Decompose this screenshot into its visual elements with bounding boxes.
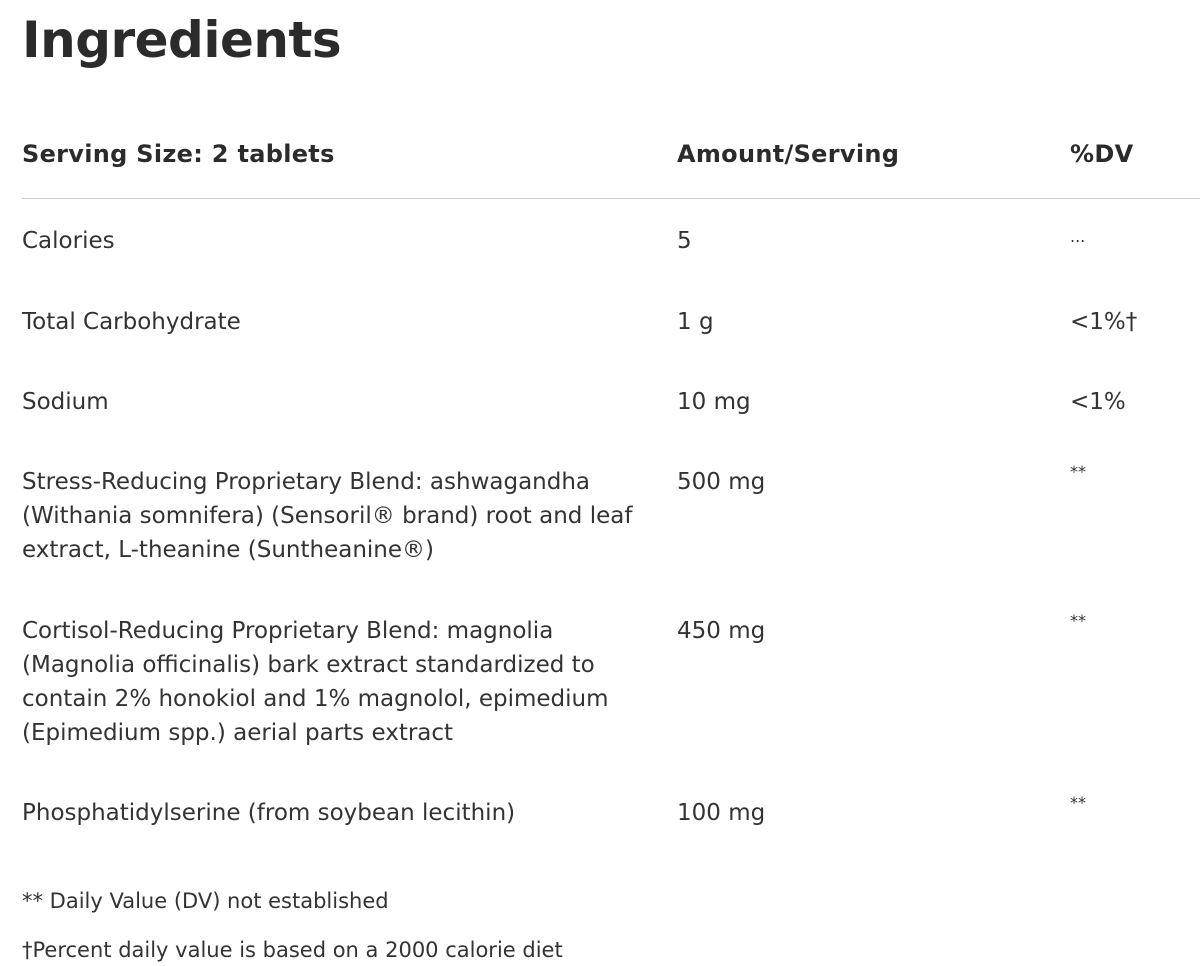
ingredient-dv: ** <box>1070 611 1086 630</box>
ingredient-amount: 1 g <box>677 309 714 335</box>
ingredient-name: Phosphatidylserine (from soybean lecithin) <box>22 800 516 826</box>
ingredient-amount: 450 mg <box>677 618 766 644</box>
ingredient-dv: ... <box>1070 227 1086 246</box>
ingredient-amount: 100 mg <box>677 800 766 826</box>
ingredient-amount: 10 mg <box>677 389 751 415</box>
ingredient-dv: <1%† <box>1070 309 1138 335</box>
ingredient-name: Total Carbohydrate <box>22 309 241 335</box>
amount-header: Amount/Serving <box>677 140 900 168</box>
ingredient-dv: ** <box>1070 793 1086 812</box>
ingredient-dv: ** <box>1070 462 1086 481</box>
table-header <box>22 140 1200 176</box>
header-divider <box>22 198 1200 199</box>
ingredient-name: Cortisol-Reducing Proprietary Blend: magnolia (Magnolia officinalis) bark extract standardized to contain 2% honokiol and 1% magnolol, epimedium (Epimedium spp.) aerial parts extract <box>22 618 609 746</box>
ingredient-name: Sodium <box>22 389 109 415</box>
ingredient-amount: 500 mg <box>677 469 766 495</box>
ingredient-name: Stress-Reducing Proprietary Blend: ashwagandha (Withania somnifera) (Sensoril® brand) root and leaf extract, L-theanine (Suntheanine®) <box>22 469 633 563</box>
serving-size-header: Serving Size: 2 tablets <box>22 140 335 168</box>
dv-header: %DV <box>1070 140 1134 168</box>
ingredient-amount: 5 <box>677 228 692 254</box>
ingredient-dv: <1% <box>1070 389 1126 415</box>
page-title: Ingredients <box>22 11 342 69</box>
ingredient-name: Calories <box>22 228 115 254</box>
footnote-percent-basis: †Percent daily value is based on a 2000 calorie diet <box>22 938 563 962</box>
footnote-dv-not-established: ** Daily Value (DV) not established <box>22 889 389 913</box>
